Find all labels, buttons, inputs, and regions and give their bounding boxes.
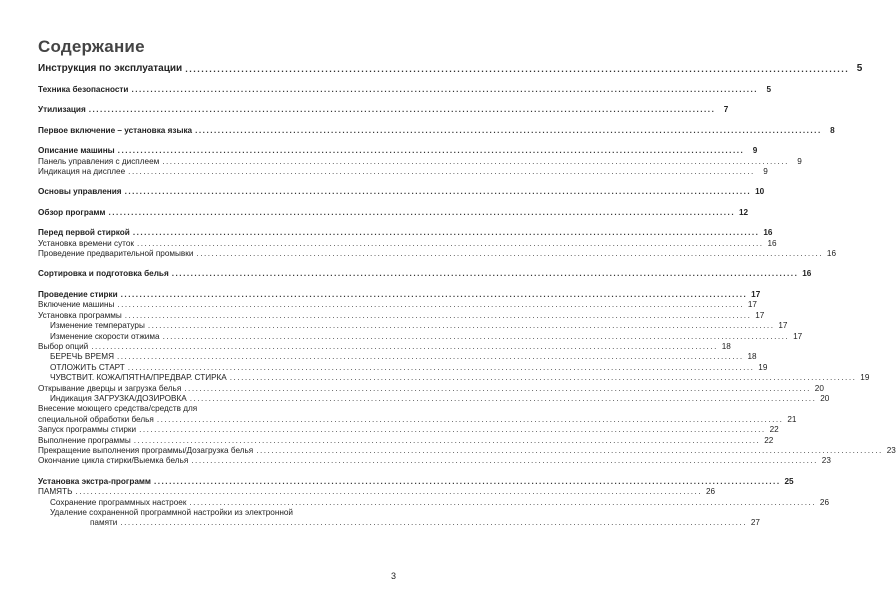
toc-entry[interactable] xyxy=(38,445,896,456)
toc-entry[interactable] xyxy=(38,373,870,383)
toc-entry[interactable] xyxy=(38,228,773,238)
toc-entry-page: 17 xyxy=(778,321,788,331)
dot-leader xyxy=(196,249,823,259)
dot-leader xyxy=(118,146,745,156)
dot-leader xyxy=(157,415,784,425)
dot-leader xyxy=(128,363,755,373)
dot-leader xyxy=(163,332,790,342)
toc-entry[interactable] xyxy=(38,300,757,310)
toc-entry[interactable] xyxy=(38,238,777,249)
toc-entry-label: Запуск программы стирки xyxy=(38,425,137,435)
dot-leader xyxy=(189,498,816,508)
toc-entry-page: 20 xyxy=(820,393,830,403)
toc-entry-page: 17 xyxy=(793,331,803,341)
dot-leader xyxy=(190,394,817,404)
toc-entry-label: специальной обработки белья xyxy=(38,414,154,424)
dot-leader xyxy=(134,436,761,446)
toc-entry[interactable] xyxy=(38,187,765,197)
toc-entry-page: 27 xyxy=(750,518,760,528)
toc-entry-label: памяти xyxy=(90,518,118,528)
dot-leader xyxy=(89,105,716,115)
toc-entry-label: Основы управления xyxy=(38,187,122,197)
toc-entry-page: 20 xyxy=(814,383,824,393)
toc-entry-label: Установка программы xyxy=(38,310,122,320)
dot-leader xyxy=(91,342,718,352)
toc-entry-label: Проведение стирки xyxy=(38,289,118,299)
dot-leader xyxy=(184,384,811,394)
toc-entry-page: 17 xyxy=(747,300,757,310)
toc-entry-label: Сохранение программных настроек xyxy=(50,497,187,507)
page-number: 3 xyxy=(390,571,396,581)
toc-entry[interactable] xyxy=(38,404,797,425)
toc-entry-label: Инструкция по эксплуатации xyxy=(38,63,183,74)
toc-entry-page: 16 xyxy=(767,238,777,248)
toc-entry-page: 16 xyxy=(763,228,773,238)
dot-leader xyxy=(195,126,822,136)
toc-entry-label: Изменение температуры xyxy=(50,321,145,331)
toc-entry-label: Установка времени суток xyxy=(38,238,134,248)
toc-entry-label: Индикация на дисплее xyxy=(38,167,126,177)
dot-leader xyxy=(162,157,789,167)
dot-leader xyxy=(133,228,760,238)
toc-entry-page: 17 xyxy=(751,289,761,299)
toc-entry-label: Установка экстра-программ xyxy=(38,476,151,486)
dot-leader xyxy=(125,187,752,197)
toc-entry[interactable] xyxy=(38,476,794,487)
toc-entry-label: Обзор программ xyxy=(38,207,106,217)
dot-leader xyxy=(75,487,702,497)
toc-entry-label: Панель управления с дисплеем xyxy=(38,156,160,166)
toc-entry[interactable] xyxy=(38,456,831,466)
toc-entry[interactable] xyxy=(38,497,830,508)
toc-entry[interactable] xyxy=(38,105,729,115)
toc-entry[interactable] xyxy=(38,63,863,75)
toc-entry[interactable] xyxy=(38,310,765,321)
toc-entry-label-line1: Внесение моющего средства/средств для xyxy=(38,404,198,414)
dot-leader xyxy=(139,425,766,435)
toc-entry[interactable] xyxy=(38,269,812,279)
toc-entry-page: 26 xyxy=(819,497,830,507)
toc-entry-page: 26 xyxy=(705,487,716,497)
toc-entry-label: Окончание цикла стирки/Выемка белья xyxy=(38,456,189,466)
dot-leader xyxy=(131,85,758,95)
toc-entry-page: 23 xyxy=(886,445,896,455)
dot-leader xyxy=(172,269,799,279)
toc-entry-label: Первое включение – установка языка xyxy=(38,125,193,135)
toc-entry-page: 18 xyxy=(747,352,757,362)
toc-entry-page: 12 xyxy=(739,207,749,217)
toc-entry-label: Индикация ЗАГРУЗКА/ДОЗИРОВКА xyxy=(50,393,187,403)
toc-entry[interactable] xyxy=(38,352,757,362)
dot-leader xyxy=(256,446,883,456)
dot-leader xyxy=(148,321,775,331)
toc-entry-label: Включение машины xyxy=(38,300,115,310)
toc-entry[interactable] xyxy=(38,207,749,218)
toc-entry-page: 22 xyxy=(764,435,774,445)
toc-entry-page: 10 xyxy=(755,187,765,197)
dot-leader xyxy=(120,518,747,528)
toc-entry-label: Сортировка и подготовка белья xyxy=(38,269,169,279)
dot-leader xyxy=(109,208,736,218)
dot-leader xyxy=(121,290,748,300)
dot-leader xyxy=(230,373,857,383)
toc-entry[interactable] xyxy=(38,425,779,435)
toc-entry[interactable] xyxy=(38,362,768,373)
toc-entry-label: Описание машины xyxy=(38,146,115,156)
toc-entry-label: Выполнение программы xyxy=(38,435,131,445)
toc-entry[interactable] xyxy=(38,146,758,156)
toc-entry-page: 16 xyxy=(802,269,812,279)
toc-entry-page: 22 xyxy=(769,425,779,435)
toc-entry-page: 25 xyxy=(784,476,794,486)
toc-entry[interactable] xyxy=(38,331,803,342)
toc-entry-label: ОТЛОЖИТЬ СТАРТ xyxy=(50,362,125,372)
toc-entry-label: Утилизация xyxy=(38,105,86,115)
toc-entry[interactable] xyxy=(38,156,802,167)
toc-entry[interactable] xyxy=(38,249,837,259)
toc-entry[interactable] xyxy=(38,125,835,136)
toc-entry[interactable] xyxy=(38,289,761,300)
page-title: Содержание xyxy=(38,37,145,56)
dot-leader xyxy=(154,477,781,487)
toc-entry[interactable] xyxy=(38,435,774,446)
dot-leader xyxy=(117,352,744,362)
toc-entry-label: Перед первой стиркой xyxy=(38,228,130,238)
toc-entry-label: ЧУВСТВИТ. КОЖА/ПЯТНА/ПРЕДВАР. СТИРКА xyxy=(50,373,227,383)
toc-entry-page: 21 xyxy=(787,414,797,424)
toc-entry-label: Техника безопасности xyxy=(38,85,129,94)
toc-entry-label: БЕРЕЧЬ ВРЕМЯ xyxy=(50,352,114,362)
toc-entry[interactable] xyxy=(38,393,830,404)
toc-entry-label: Прекращение выполнения программы/Дозагрузка белья xyxy=(38,445,254,455)
toc-entry[interactable] xyxy=(38,85,772,95)
toc-entry[interactable] xyxy=(38,341,731,352)
toc-entry[interactable] xyxy=(38,487,716,497)
toc-entry-page: 17 xyxy=(755,310,765,320)
dot-leader xyxy=(117,300,744,310)
toc-entry[interactable] xyxy=(38,321,788,331)
toc-entry-label: Изменение скорости отжима xyxy=(50,331,160,341)
dot-leader xyxy=(185,63,849,75)
toc-entry-page: 7 xyxy=(723,105,729,115)
dot-leader xyxy=(125,311,752,321)
toc-entry-page: 19 xyxy=(860,373,870,383)
toc-entry-page: 23 xyxy=(821,456,831,466)
toc-entry[interactable] xyxy=(38,508,760,529)
toc-entry-page: 9 xyxy=(752,146,758,156)
toc-entry-label: Выбор опций xyxy=(38,341,89,351)
toc-entry-page: 19 xyxy=(758,362,768,372)
toc-entry-page: 9 xyxy=(797,156,802,166)
table-of-contents xyxy=(38,63,896,529)
dot-leader xyxy=(137,239,764,249)
toc-entry-page: 18 xyxy=(721,341,731,351)
toc-entry-label-line1: Удаление сохраненной программной настройки из электронной xyxy=(50,508,293,517)
dot-leader xyxy=(191,456,818,466)
toc-entry[interactable] xyxy=(38,383,824,394)
toc-entry[interactable] xyxy=(38,167,768,177)
toc-entry-page: 8 xyxy=(830,125,835,135)
toc-entry-label: ПАМЯТЬ xyxy=(38,487,73,497)
toc-entry-page: 5 xyxy=(856,63,863,74)
toc-entry-page: 5 xyxy=(766,85,772,94)
dot-leader xyxy=(128,167,755,177)
toc-entry-label: Открывание дверцы и загрузка белья xyxy=(38,383,182,393)
toc-entry-label: Проведение предварительной промывки xyxy=(38,249,194,259)
toc-entry-page: 9 xyxy=(763,167,768,177)
toc-entry-page: 16 xyxy=(826,249,837,259)
